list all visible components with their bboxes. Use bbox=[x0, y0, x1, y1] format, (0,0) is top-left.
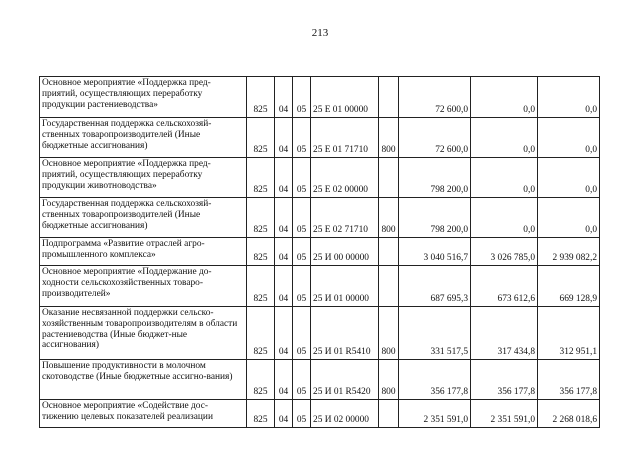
subsection-code: 05 bbox=[293, 118, 311, 158]
value-year-3: 2 268 018,6 bbox=[538, 400, 600, 428]
value-year-1: 798 200,0 bbox=[399, 198, 471, 238]
value-year-1: 3 040 516,7 bbox=[399, 238, 471, 266]
target-article: 25 И 00 00000 bbox=[311, 238, 379, 266]
expense-type: 800 bbox=[379, 198, 399, 238]
value-year-1: 72 600,0 bbox=[399, 118, 471, 158]
value-year-1: 687 695,3 bbox=[399, 266, 471, 307]
row-name: Государственная поддержка сельскохозяй-ственных товаропроизводителей (Иные бюджетные ассигнования) bbox=[40, 198, 247, 238]
value-year-2: 0,0 bbox=[471, 77, 538, 118]
row-name: Государственная поддержка сельскохозяй-ственных товаропроизводителей (Иные бюджетные ассигнования) bbox=[40, 118, 247, 158]
ministry-code: 825 bbox=[247, 158, 275, 198]
value-year-2: 3 026 785,0 bbox=[471, 238, 538, 266]
row-name: Основное мероприятие «Поддержка пред-приятий, осуществляющих переработку продукции растениеводства» bbox=[40, 77, 247, 118]
subsection-code: 05 bbox=[293, 158, 311, 198]
table-row bbox=[40, 198, 600, 238]
value-year-3: 0,0 bbox=[538, 77, 600, 118]
value-year-2: 673 612,6 bbox=[471, 266, 538, 307]
row-name: Основное мероприятие «Содействие дос-тижению целевых показателей реализации bbox=[40, 400, 247, 428]
expense-type bbox=[379, 158, 399, 198]
table-body bbox=[40, 77, 600, 428]
table-row bbox=[40, 307, 600, 360]
section-code: 04 bbox=[275, 118, 293, 158]
value-year-2: 2 351 591,0 bbox=[471, 400, 538, 428]
ministry-code: 825 bbox=[247, 198, 275, 238]
row-name: Подпрограмма «Развитие отраслей агро-промышленного комплекса» bbox=[40, 238, 247, 266]
ministry-code: 825 bbox=[247, 118, 275, 158]
ministry-code: 825 bbox=[247, 266, 275, 307]
expense-type bbox=[379, 238, 399, 266]
expense-type: 800 bbox=[379, 360, 399, 400]
value-year-3: 0,0 bbox=[538, 118, 600, 158]
section-code: 04 bbox=[275, 198, 293, 238]
value-year-1: 798 200,0 bbox=[399, 158, 471, 198]
value-year-3: 356 177,8 bbox=[538, 360, 600, 400]
ministry-code: 825 bbox=[247, 307, 275, 360]
row-name: Оказание несвязанной поддержки сельско-хозяйственным товаропроизводителям в области растениеводства (Иные бюджет-ные ассигнования) bbox=[40, 307, 247, 360]
value-year-2: 0,0 bbox=[471, 158, 538, 198]
value-year-3: 669 128,9 bbox=[538, 266, 600, 307]
expense-type: 800 bbox=[379, 307, 399, 360]
section-code: 04 bbox=[275, 400, 293, 428]
value-year-3: 0,0 bbox=[538, 158, 600, 198]
section-code: 04 bbox=[275, 360, 293, 400]
section-code: 04 bbox=[275, 238, 293, 266]
target-article: 25 Е 02 00000 bbox=[311, 158, 379, 198]
value-year-2: 0,0 bbox=[471, 198, 538, 238]
ministry-code: 825 bbox=[247, 360, 275, 400]
target-article: 25 Е 01 00000 bbox=[311, 77, 379, 118]
row-name: Основное мероприятие «Поддержка пред-приятий, осуществляющих переработку продукции животноводства» bbox=[40, 158, 247, 198]
value-year-2: 0,0 bbox=[471, 118, 538, 158]
target-article: 25 И 01 R5410 bbox=[311, 307, 379, 360]
row-name: Основное мероприятие «Поддержание до-ходности сельскохозяйственных товаро-производителей» bbox=[40, 266, 247, 307]
expense-type bbox=[379, 400, 399, 428]
subsection-code: 05 bbox=[293, 400, 311, 428]
target-article: 25 Е 01 71710 bbox=[311, 118, 379, 158]
table-row bbox=[40, 77, 600, 118]
value-year-3: 0,0 bbox=[538, 198, 600, 238]
table-row bbox=[40, 360, 600, 400]
table-row bbox=[40, 158, 600, 198]
ministry-code: 825 bbox=[247, 238, 275, 266]
table-row bbox=[40, 400, 600, 428]
target-article: 25 И 01 R5420 bbox=[311, 360, 379, 400]
ministry-code: 825 bbox=[247, 400, 275, 428]
value-year-1: 356 177,8 bbox=[399, 360, 471, 400]
subsection-code: 05 bbox=[293, 77, 311, 118]
budget-table bbox=[39, 76, 600, 428]
section-code: 04 bbox=[275, 266, 293, 307]
value-year-1: 331 517,5 bbox=[399, 307, 471, 360]
table-row bbox=[40, 266, 600, 307]
table-row bbox=[40, 118, 600, 158]
section-code: 04 bbox=[275, 77, 293, 118]
target-article: 25 Е 02 71710 bbox=[311, 198, 379, 238]
expense-type bbox=[379, 266, 399, 307]
section-code: 04 bbox=[275, 307, 293, 360]
subsection-code: 05 bbox=[293, 360, 311, 400]
subsection-code: 05 bbox=[293, 266, 311, 307]
expense-type: 800 bbox=[379, 118, 399, 158]
subsection-code: 05 bbox=[293, 307, 311, 360]
value-year-3: 2 939 082,2 bbox=[538, 238, 600, 266]
section-code: 04 bbox=[275, 158, 293, 198]
value-year-1: 2 351 591,0 bbox=[399, 400, 471, 428]
page-number: 213 bbox=[311, 27, 329, 39]
subsection-code: 05 bbox=[293, 198, 311, 238]
table-row bbox=[40, 238, 600, 266]
subsection-code: 05 bbox=[293, 238, 311, 266]
ministry-code: 825 bbox=[247, 77, 275, 118]
target-article: 25 И 01 00000 bbox=[311, 266, 379, 307]
row-name: Повышение продуктивности в молочном скотоводстве (Иные бюджетные ассигно-вания) bbox=[40, 360, 247, 400]
value-year-3: 312 951,1 bbox=[538, 307, 600, 360]
value-year-2: 317 434,8 bbox=[471, 307, 538, 360]
expense-type bbox=[379, 77, 399, 118]
value-year-2: 356 177,8 bbox=[471, 360, 538, 400]
value-year-1: 72 600,0 bbox=[399, 77, 471, 118]
target-article: 25 И 02 00000 bbox=[311, 400, 379, 428]
